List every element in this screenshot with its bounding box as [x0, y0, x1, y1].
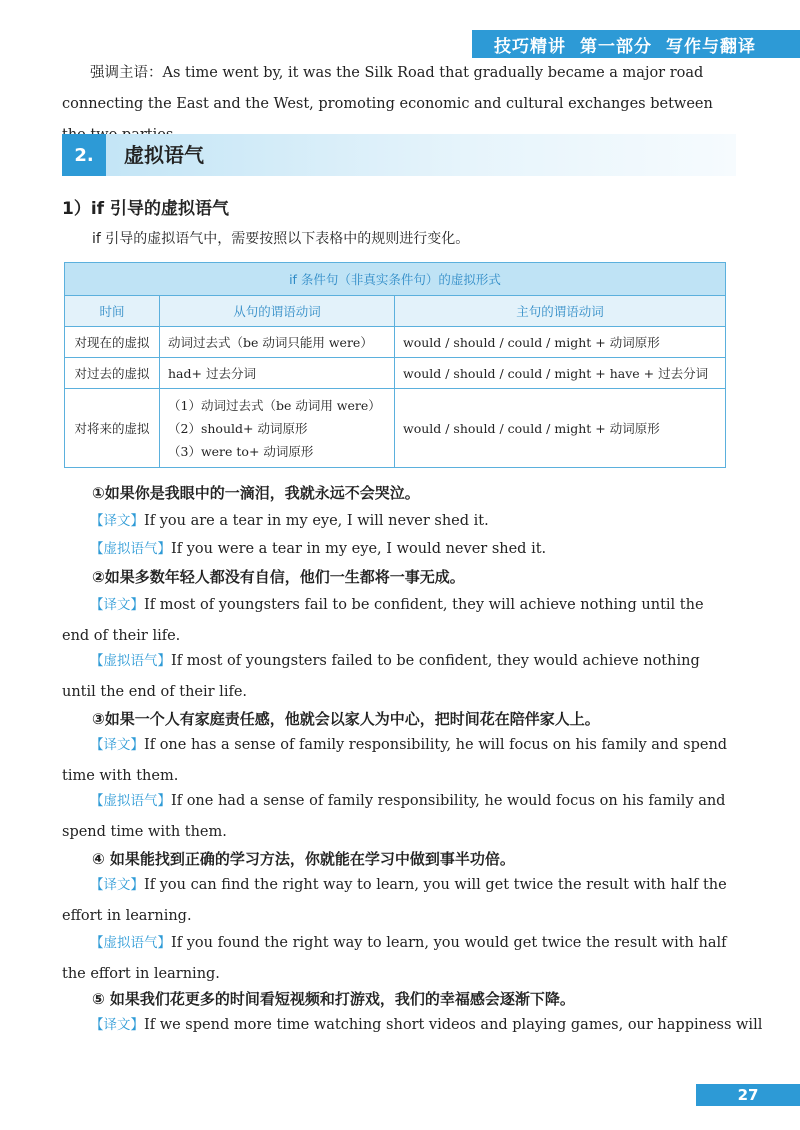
section-banner: [62, 134, 736, 176]
example-4-chinese: ④ 如果能找到正确的学习方法，你就能在学习中做到事半功倍。: [92, 850, 515, 868]
subjunctive-text: If one had a sense of family responsibility, he would focus on his family and spend time with them.: [62, 793, 726, 840]
example-3-subjunctive: [62, 786, 734, 848]
subsection-title: 1）if 引导的虚拟语气: [62, 199, 229, 219]
row-time: 对现在的虚拟: [65, 327, 160, 358]
translation-tag: 【译文】: [90, 1017, 144, 1033]
subjunctive-text: If you were a tear in my eye, I would never shed it.: [171, 541, 547, 557]
subsection-intro: if 引导的虚拟语气中，需要按照以下表格中的规则进行变化。: [92, 231, 470, 247]
subjunctive-tag: 【虚拟语气】: [90, 935, 171, 951]
table-header-main: 主句的谓语动词: [395, 296, 726, 327]
translation-text: If one has a sense of family responsibility, he will focus on his family and spend time with them.: [62, 737, 728, 784]
row-clause: 动词过去式（be 动词只能用 were）: [160, 327, 395, 358]
clause-line-2: （2）should+ 动词原形: [168, 420, 308, 436]
subjunctive-tag: 【虚拟语气】: [90, 653, 171, 669]
header-item-1: 技巧精讲: [494, 36, 566, 57]
section-number: 2.: [62, 134, 106, 176]
translation-tag: 【译文】: [90, 737, 144, 753]
table-row: [65, 358, 726, 389]
example-1-chinese: ①如果你是我眼中的一滴泪，我就永远不会哭泣。: [92, 484, 420, 502]
intro-label: 强调主语：: [90, 65, 163, 81]
subjunctive-tag: 【虚拟语气】: [90, 793, 171, 809]
example-2-chinese: ②如果多数年轻人都没有自信，他们一生都将一事无成。: [92, 568, 465, 586]
translation-tag: 【译文】: [90, 877, 144, 893]
example-3-chinese: ③如果一个人有家庭责任感，他就会以家人为中心，把时间花在陪伴家人上。: [92, 710, 600, 728]
example-1-translation: [62, 506, 734, 537]
row-clause: [160, 389, 395, 468]
subjunctive-table: [64, 262, 726, 468]
subjunctive-tag: 【虚拟语气】: [90, 541, 171, 557]
page-number: 27: [696, 1084, 800, 1106]
table-header-time: 时间: [65, 296, 160, 327]
table-row: [65, 327, 726, 358]
intro-text: As time went by, it was the Silk Road that gradually became a major road connecting the East and the West, promoting economic and cultural exchanges between: [62, 65, 713, 112]
header-item-2: 第一部分: [580, 36, 652, 57]
header-item-3: 写作与翻译: [666, 36, 756, 57]
example-5-translation: [62, 1010, 763, 1041]
row-clause: had+ 过去分词: [160, 358, 395, 389]
row-time: 对将来的虚拟: [65, 389, 160, 468]
example-2-subjunctive: [62, 646, 734, 708]
translation-text: If you are a tear in my eye, I will never shed it.: [144, 513, 489, 529]
row-main: would / should / could / might + 动词原形: [395, 327, 726, 358]
table-title: if 条件句（非真实条件句）的虚拟形式: [65, 263, 726, 296]
example-4-subjunctive: [62, 928, 734, 990]
translation-text: If we spend more time watching short videos and playing games, our happiness will: [144, 1017, 763, 1033]
example-2-translation: [62, 590, 734, 652]
row-time: 对过去的虚拟: [65, 358, 160, 389]
section-title: 虚拟语气: [124, 143, 204, 167]
example-1-subjunctive: [62, 534, 734, 565]
translation-text: If you can find the right way to learn, you will get twice the result with half the effort in learning.: [62, 877, 727, 924]
table-header-clause: 从句的谓语动词: [160, 296, 395, 327]
clause-line-1: （1）动词过去式（be 动词用 were）: [168, 397, 381, 413]
subjunctive-text: If you found the right way to learn, you would get twice the result with half the effort in learning.: [62, 935, 727, 982]
subjunctive-text: If most of youngsters failed to be confident, they would achieve nothing until the end of their life.: [62, 653, 700, 700]
translation-text: If most of youngsters fail to be confident, they will achieve nothing until the end of their life.: [62, 597, 704, 644]
example-5-chinese: ⑤ 如果我们花更多的时间看短视频和打游戏，我们的幸福感会逐渐下降。: [92, 990, 575, 1008]
chapter-header: [472, 30, 800, 58]
example-3-translation: [62, 730, 734, 792]
row-main: would / should / could / might + 动词原形: [395, 389, 726, 468]
translation-tag: 【译文】: [90, 597, 144, 613]
clause-line-3: （3）were to+ 动词原形: [168, 443, 314, 459]
table-row: [65, 389, 726, 468]
translation-tag: 【译文】: [90, 513, 144, 529]
example-4-translation: [62, 870, 734, 932]
row-main: would / should / could / might + have + 过去分词: [395, 358, 726, 389]
